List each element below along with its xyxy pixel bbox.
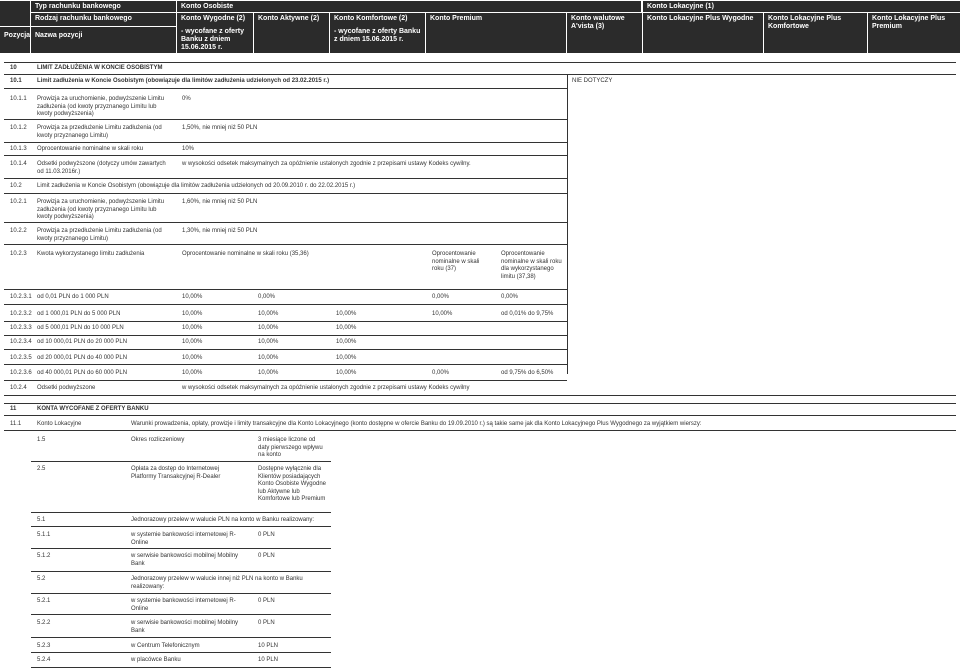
rule xyxy=(4,142,567,143)
row-10-1-3-value: 10% xyxy=(182,146,195,152)
rule xyxy=(4,178,567,179)
tier-5-c2: 10,00% xyxy=(258,355,279,361)
row-5-2-4-value: 10 PLN xyxy=(258,657,279,663)
tier-2-number: 10.2.3.2 xyxy=(10,311,32,317)
header-col-komfortowe xyxy=(330,13,425,53)
rule xyxy=(31,526,331,527)
row-5-2-2-value: 0 PLN xyxy=(258,620,275,626)
row-10-1-2-value: 1,50%, nie mniej niż 50 PLN xyxy=(182,125,258,131)
row-10-1-2-text: Prowizja za przedłużenie Limitu zadłużenia (od kwoty przyznanego Limitu) xyxy=(37,125,162,139)
col-wygodne-title: Konto Wygodne (2) xyxy=(181,15,246,22)
col-komfortowe-note: - wycofane z oferty Banku z dniem 15.06.2015 r. xyxy=(334,28,421,43)
row-5-1-2-value: 0 PLN xyxy=(258,553,275,559)
row-1-5-number: 1.5 xyxy=(37,437,46,443)
row-11-1-text: Warunki prowadzenia, opłaty, prowizje i limity transakcyjne dla Konto Lokacyjnego (konto dostępne w ofercie Banku do 19.09.2010 r.) są takie same jak dla Konto Lokacyjnego Plus Wygodnego za wyjątkiem wierszy: xyxy=(131,421,702,427)
header-col-premium xyxy=(426,13,566,53)
rule-sec10-bottom xyxy=(4,395,956,396)
col-lok-premium-title: Konto Lokacyjne Plus Premium xyxy=(872,15,946,30)
col-wygodne-note: - wycofane z oferty Banku z dniem 15.06.2015 r. xyxy=(181,28,245,51)
sec11-title: KONTA WYCOFANE Z OFERTY BANKU xyxy=(37,406,149,412)
rule xyxy=(4,430,956,431)
header-pozycja-cell: Pozycja xyxy=(0,27,30,53)
tier-5-c3: 10,00% xyxy=(336,355,357,361)
row-5-2-1-text: w systemie bankowości internetowej R-Online xyxy=(131,598,236,612)
sec10-number: 10 xyxy=(10,65,17,71)
col-premium-title: Konto Premium xyxy=(430,15,483,22)
rule-sec10-top xyxy=(4,62,956,63)
header-corner-cell xyxy=(0,1,30,26)
row-5-1-2-number: 5.1.2 xyxy=(37,553,51,559)
row-10-2-3-number: 10.2.3 xyxy=(10,251,27,257)
rule xyxy=(4,244,567,245)
rule xyxy=(4,364,567,365)
rule-sec11-title-bottom xyxy=(4,415,956,416)
row-5-2-1-number: 5.2.1 xyxy=(37,598,51,604)
tier-6-range: od 40 000,01 PLN do 60 000 PLN xyxy=(37,370,128,376)
tier-1-c4: 0,00% xyxy=(432,294,450,300)
header-col-lok-wygodne xyxy=(643,13,763,53)
row-10-2-2-number: 10.2.2 xyxy=(10,228,27,234)
row-10-2-3-value-2: Oprocentowanie nominalne w skali roku (37) xyxy=(432,251,480,272)
rule-sec10-title-bottom xyxy=(4,74,956,75)
row-10-1-number: 10.1 xyxy=(10,78,22,84)
col-komfortowe-title: Konto Komfortowe (2) xyxy=(334,15,408,22)
header-type-cell: Typ rachunku bankowego xyxy=(31,1,176,12)
row-2-5-text: Opłata za dostęp do Internetowej Platformy Transakcyjnej R-Dealer xyxy=(131,466,221,480)
row-5-2-number: 5.2 xyxy=(37,576,46,582)
row-10-1-1-value: 0% xyxy=(182,96,191,102)
rule xyxy=(4,155,567,156)
rule xyxy=(4,222,567,223)
rule xyxy=(31,637,331,638)
row-10-2-1-value: 1,60%, nie mniej niż 50 PLN xyxy=(182,199,258,205)
row-10-1-text: Limit zadłużenia w Koncie Osobistym (obowiązuje dla limitów zadłużenia udzielonych od 23.02.2015 r.) xyxy=(37,78,330,84)
row-5-2-text: Jednorazowy przelew w walucie innej niż PLN na konto w Banku realizowany: xyxy=(131,576,303,590)
tier-6-c4: 0,00% xyxy=(432,370,450,376)
tier-1-c2: 0,00% xyxy=(258,294,276,300)
col-lok-komfortowe-title: Konto Lokacyjne Plus Komfortowe xyxy=(768,15,842,30)
tier-2-c2: 10,00% xyxy=(258,311,279,317)
row-10-2-3-value-3: Oprocentowanie nominalne w skali roku dla wykorzystanego limitu (37,38) xyxy=(501,251,562,280)
row-10-2-1-number: 10.2.1 xyxy=(10,199,27,205)
tier-1-number: 10.2.3.1 xyxy=(10,294,32,300)
row-5-2-4-text: w placówce Banku xyxy=(131,657,181,663)
row-5-1-1-value: 0 PLN xyxy=(258,532,275,538)
tier-5-c1: 10,00% xyxy=(182,355,203,361)
row-5-2-3-value: 10 PLN xyxy=(258,643,279,649)
rule xyxy=(4,88,567,89)
row-5-2-4-number: 5.2.4 xyxy=(37,657,51,663)
row-10-2-4-text: Odsetki podwyższone xyxy=(37,385,96,391)
tier-4-c3: 10,00% xyxy=(336,339,357,345)
row-11-1-number: 11.1 xyxy=(10,421,22,427)
header-col-walutowe xyxy=(567,13,642,53)
tier-3-number: 10.2.3.3 xyxy=(10,325,32,331)
row-1-5-value: 3 miesiące liczone od daty pierwszego wpływu na konto xyxy=(258,437,323,458)
tier-5-range: od 20 000,01 PLN do 40 000 PLN xyxy=(37,355,128,361)
row-10-2-3-value: Oprocentowanie nominalne w skali roku (35,36) xyxy=(182,251,309,257)
row-10-2-text: Limit zadłużenia w Koncie Osobistym (obowiązuje dla limitów zadłużenia udzielonych od 20.09.2010 r. do 22.02.2015 r.) xyxy=(37,183,356,189)
row-2-5-value: Dostępne wyłącznie dla Klientów posiadających Konto Osobiste Wygodne lub Aktywne lub Komfortowe lub Premium xyxy=(258,466,326,502)
col-lok-wygodne-title: Konto Lokacyjne Plus Wygodne xyxy=(647,15,754,22)
row-5-1-1-number: 5.1.1 xyxy=(37,532,51,538)
row-10-1-3-text: Oprocentowanie nominalne w skali roku xyxy=(37,146,144,152)
sec10-title: LIMIT ZADŁUŻENIA W KONCIE OSOBISTYM xyxy=(37,65,163,71)
row-1-5-text: Okres rozliczeniowy xyxy=(131,437,185,443)
nie-dotyczy-label: NIE DOTYCZY xyxy=(572,78,613,84)
rule xyxy=(4,304,567,305)
row-10-1-1-number: 10.1.1 xyxy=(10,96,27,102)
header-col-lok-premium xyxy=(868,13,960,53)
tier-4-c1: 10,00% xyxy=(182,339,203,345)
column-divider xyxy=(567,74,568,374)
header-lokacyjne-cell: Konto Lokacyjne (1) xyxy=(643,1,960,12)
tier-2-c3: 10,00% xyxy=(336,311,357,317)
rule-sec11-top xyxy=(4,403,956,404)
rule xyxy=(31,593,331,594)
rule xyxy=(4,321,567,322)
row-10-2-3-text: Kwota wykorzystanego limitu zadłużenia xyxy=(37,251,145,257)
tier-3-range: od 5 000,01 PLN do 10 000 PLN xyxy=(37,325,124,331)
row-5-1-text: Jednorazowy przelew w walucie PLN na konto w Banku realizowany: xyxy=(131,517,315,523)
row-5-2-3-text: w Centrum Telefonicznym xyxy=(131,643,200,649)
tier-6-c2: 10,00% xyxy=(258,370,279,376)
tier-2-c4: 10,00% xyxy=(432,311,453,317)
sec11-number: 11 xyxy=(10,406,17,412)
tier-2-c5: od 0,01% do 9,75% xyxy=(501,311,554,317)
rule xyxy=(4,380,567,381)
row-5-2-2-text: w serwisie bankowości mobilnej Mobilny Bank xyxy=(131,620,239,634)
row-10-1-1-text: Prowizja za uruchomienie, podwyższenie Limitu zadłużenia (od kwoty przyznanego Limitu lub kwoty podwyższenia) xyxy=(37,96,165,117)
row-11-1-name: Konto Lokacyjne xyxy=(37,421,82,427)
header-col-wygodne xyxy=(177,13,253,53)
rule xyxy=(31,614,331,615)
tier-4-number: 10.2.3.4 xyxy=(10,339,32,345)
row-5-2-2-number: 5.2.2 xyxy=(37,620,51,626)
row-10-2-4-number: 10.2.4 xyxy=(10,385,27,391)
row-10-1-2-number: 10.1.2 xyxy=(10,125,27,131)
rule xyxy=(4,119,567,120)
tier-4-range: od 10 000,01 PLN do 20 000 PLN xyxy=(37,339,128,345)
rule xyxy=(4,349,567,350)
tier-1-c5: 0,00% xyxy=(501,294,519,300)
tier-3-c1: 10,00% xyxy=(182,325,203,331)
row-10-1-4-value: w wysokości odsetek maksymalnych za opóźnienie ustalonych zgodnie z przepisami ustawy Kodeks cywilny. xyxy=(182,161,471,167)
header-rodzaj-cell: Rodzaj rachunku bankowego xyxy=(31,13,176,26)
tier-6-c5: od 9,75% do 6,50% xyxy=(501,370,554,376)
col-aktywne-title: Konto Aktywne (2) xyxy=(258,15,320,22)
row-5-2-1-value: 0 PLN xyxy=(258,598,275,604)
rule xyxy=(31,548,331,549)
tier-6-c1: 10,00% xyxy=(182,370,203,376)
tier-2-range: od 1 000,01 PLN do 5 000 PLN xyxy=(37,311,121,317)
row-5-1-number: 5.1 xyxy=(37,517,46,523)
header-col-aktywne xyxy=(254,13,329,53)
tier-3-c2: 10,00% xyxy=(258,325,279,331)
rule xyxy=(4,335,567,336)
tier-1-range: od 0,01 PLN do 1 000 PLN xyxy=(37,294,109,300)
row-10-1-4-text: Odsetki podwyższone (dotyczy umów zawartych od 11.03.2016r.) xyxy=(37,161,166,175)
tier-2-c1: 10,00% xyxy=(182,311,203,317)
rule xyxy=(4,193,567,194)
tier-6-c3: 10,00% xyxy=(336,370,357,376)
rule xyxy=(31,512,331,513)
rule xyxy=(31,571,331,572)
row-10-1-3-number: 10.1.3 xyxy=(10,146,27,152)
header-osobiste-cell: Konto Osobiste xyxy=(177,1,641,12)
row-10-2-2-text: Prowizja za przedłużenie Limitu zadłużenia (od kwoty przyznanego Limitu) xyxy=(37,228,162,242)
row-2-5-number: 2.5 xyxy=(37,466,46,472)
row-5-1-2-text: w serwisie bankowości mobilnej Mobilny Bank xyxy=(131,553,239,567)
header-nazwa-cell: Nazwa pozycji xyxy=(31,27,176,53)
row-10-2-1-text: Prowizja za uruchomienie, podwyższenie Limitu zadłużenia (od kwoty przyznanego Limitu lub kwoty podwyższenia) xyxy=(37,199,165,220)
row-10-2-number: 10.2 xyxy=(10,183,22,189)
row-10-1-4-number: 10.1.4 xyxy=(10,161,27,167)
row-10-2-4-value: w wysokości odsetek maksymalnych za opóźnienie ustalonych zgodnie z przepisami ustawy Kodeks cywilny xyxy=(182,385,470,391)
tier-6-number: 10.2.3.6 xyxy=(10,370,32,376)
row-5-2-3-number: 5.2.3 xyxy=(37,643,51,649)
col-walutowe-title: Konto walutowe A'vista (3) xyxy=(571,15,625,30)
rule xyxy=(31,667,331,668)
tier-1-c1: 10,00% xyxy=(182,294,203,300)
tier-3-c3: 10,00% xyxy=(336,325,357,331)
tier-4-c2: 10,00% xyxy=(258,339,279,345)
rule xyxy=(31,461,331,462)
header-col-lok-komfortowe xyxy=(764,13,867,53)
row-10-2-2-value: 1,30%, nie mniej niż 50 PLN xyxy=(182,228,258,234)
rule xyxy=(31,652,331,653)
rule xyxy=(4,289,567,290)
tier-5-number: 10.2.3.5 xyxy=(10,355,32,361)
row-5-1-1-text: w systemie bankowości internetowej R-Online xyxy=(131,532,236,546)
